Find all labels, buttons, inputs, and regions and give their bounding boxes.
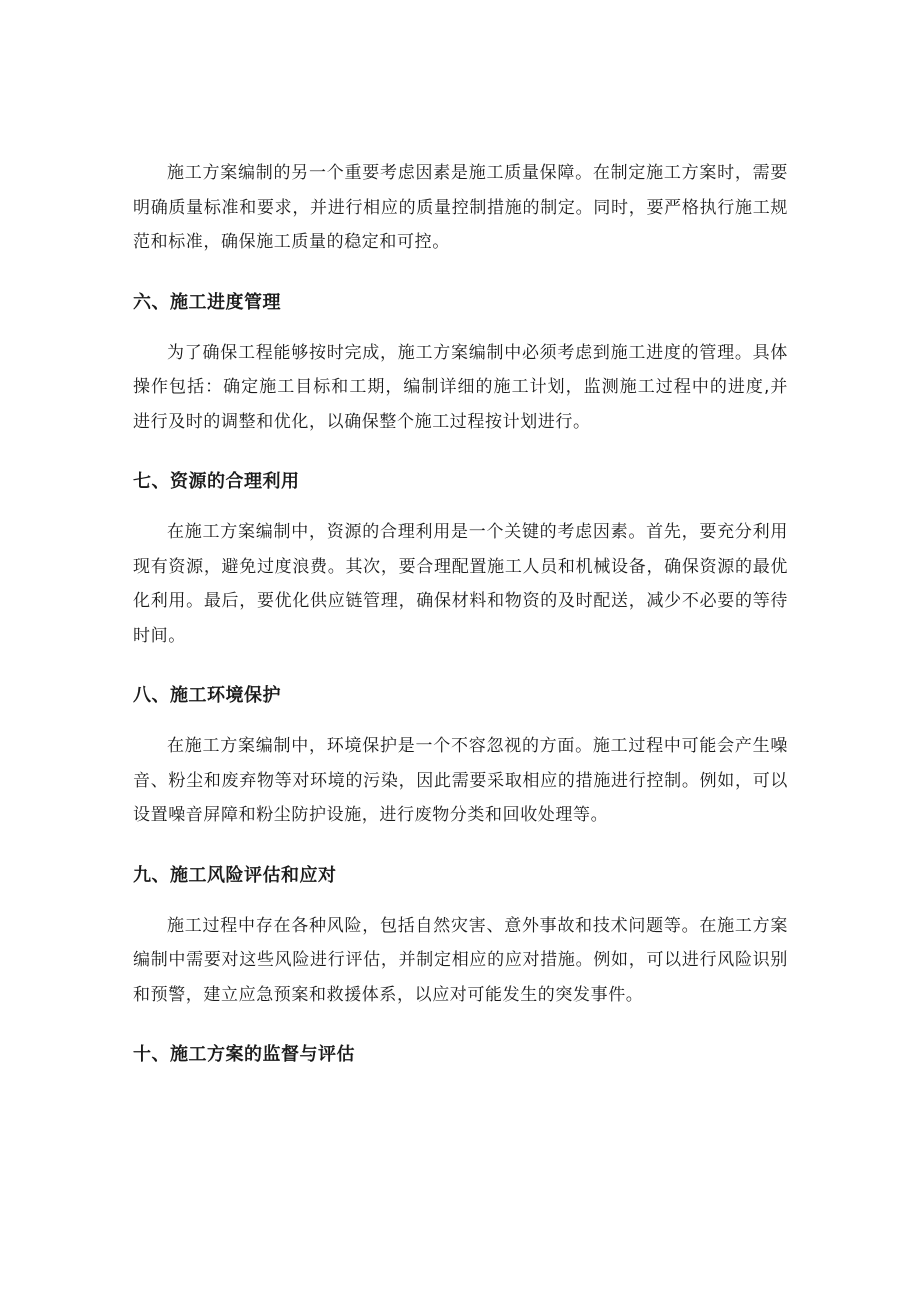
- heading-environment-protection: 八、施工环境保护: [133, 685, 281, 706]
- spacer: [133, 499, 788, 515]
- spacer: [133, 893, 788, 909]
- spacer: [133, 260, 788, 286]
- spacer: [133, 713, 788, 729]
- spacer: [133, 1012, 788, 1038]
- heading-resource-use: 七、资源的合理利用: [133, 471, 300, 492]
- paragraph-quality: 施工方案编制的另一个重要考虑因素是施工质量保障。在制定施工方案时，需要明确质量标准和要求，并进行相应的质量控制措施的制定。同时，要严格执行施工规范和标准，确保施工质量的稳定和可控。: [133, 163, 788, 252]
- paragraph-progress-management: 为了确保工程能够按时完成，施工方案编制中必须考虑到施工进度的管理。具体操作包括：确定施工目标和工期，编制详细的施工计划，监测施工过程中的进度,并进行及时的调整和优化，以确保整个施工过程按计划进行。: [133, 342, 788, 432]
- document-page: [133, 156, 788, 1072]
- paragraph-risk-assessment: 施工过程中存在各种风险，包括自然灾害、意外事故和技术问题等。在施工方案编制中需要对这些风险进行评估，并制定相应的应对措施。例如，可以进行风险识别和预警，建立应急预案和救援体系，以应对可能发生的突发事件。: [133, 915, 788, 1005]
- paragraph-environment-protection: 在施工方案编制中，环境保护是一个不容忽视的方面。施工过程中可能会产生噪音、粉尘和废弃物等对环境的污染，因此需要采取相应的措施进行控制。例如，可以设置噪音屏障和粉尘防护设施，进行废物分类和回收处理等。: [133, 736, 788, 825]
- spacer: [133, 653, 788, 679]
- paragraph-resource-use: 在施工方案编制中，资源的合理利用是一个关键的考虑因素。首先，要充分利用现有资源，避免过度浪费。其次，要合理配置施工人员和机械设备，确保资源的最优化利用。最后，要优化供应链管理，确保材料和物资的及时配送，减少不必要的等待时间。: [133, 522, 788, 646]
- heading-supervision-evaluation: 十、施工方案的监督与评估: [133, 1044, 355, 1065]
- spacer: [133, 439, 788, 465]
- heading-risk-assessment: 九、施工风险评估和应对: [133, 864, 337, 886]
- heading-progress-management: 六、施工进度管理: [133, 291, 281, 313]
- spacer: [133, 320, 788, 336]
- spacer: [133, 833, 788, 859]
